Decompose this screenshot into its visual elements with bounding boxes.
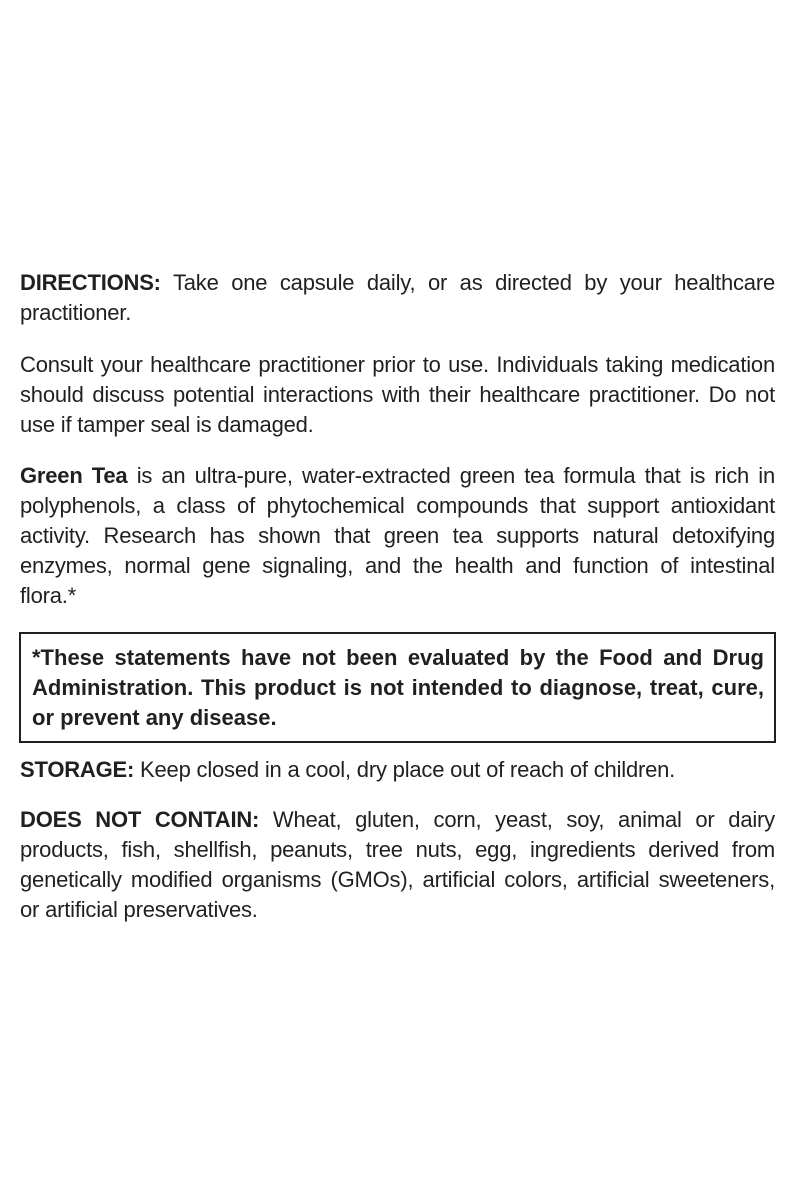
product-description-paragraph	[20, 461, 775, 611]
directions-paragraph	[20, 268, 775, 328]
directions-text: Take one capsule daily, or as directed by your healthcare practitioner.	[20, 270, 775, 325]
supplement-label-panel	[20, 268, 775, 925]
does-not-contain-paragraph	[20, 805, 775, 925]
fda-disclaimer-text: *These statements have not been evaluated by the Food and Drug Administration. This product is not intended to diagnose, treat, cure, or prevent any disease.	[32, 645, 764, 730]
storage-heading: STORAGE:	[20, 757, 135, 782]
product-description-text: is an ultra-pure, water-extracted green tea formula that is rich in polyphenols, a class of phytochemical compounds that support antioxidant activity. Research has shown that green tea supports natural detoxifying enzymes, normal gene signaling, and the health and function of intestinal flora.*	[20, 463, 776, 608]
storage-paragraph	[20, 755, 775, 785]
fda-disclaimer-box	[19, 632, 776, 743]
directions-heading: DIRECTIONS:	[20, 270, 161, 295]
consult-paragraph	[20, 350, 775, 440]
storage-text: Keep closed in a cool, dry place out of reach of children.	[134, 757, 676, 782]
does-not-contain-text: Wheat, gluten, corn, yeast, soy, animal or dairy products, fish, shellfish, peanuts, tree nuts, egg, ingredients derived from genetically modified organisms (GMOs), artificial colors, artificial sweeteners, or artificial preservatives.	[20, 807, 775, 922]
consult-text: Consult your healthcare practitioner prior to use. Individuals taking medication should discuss potential interactions with their healthcare practitioner. Do not use if tamper seal is damaged.	[20, 352, 775, 437]
product-name: Green Tea	[20, 463, 128, 488]
does-not-contain-heading: DOES NOT CONTAIN:	[20, 807, 260, 832]
